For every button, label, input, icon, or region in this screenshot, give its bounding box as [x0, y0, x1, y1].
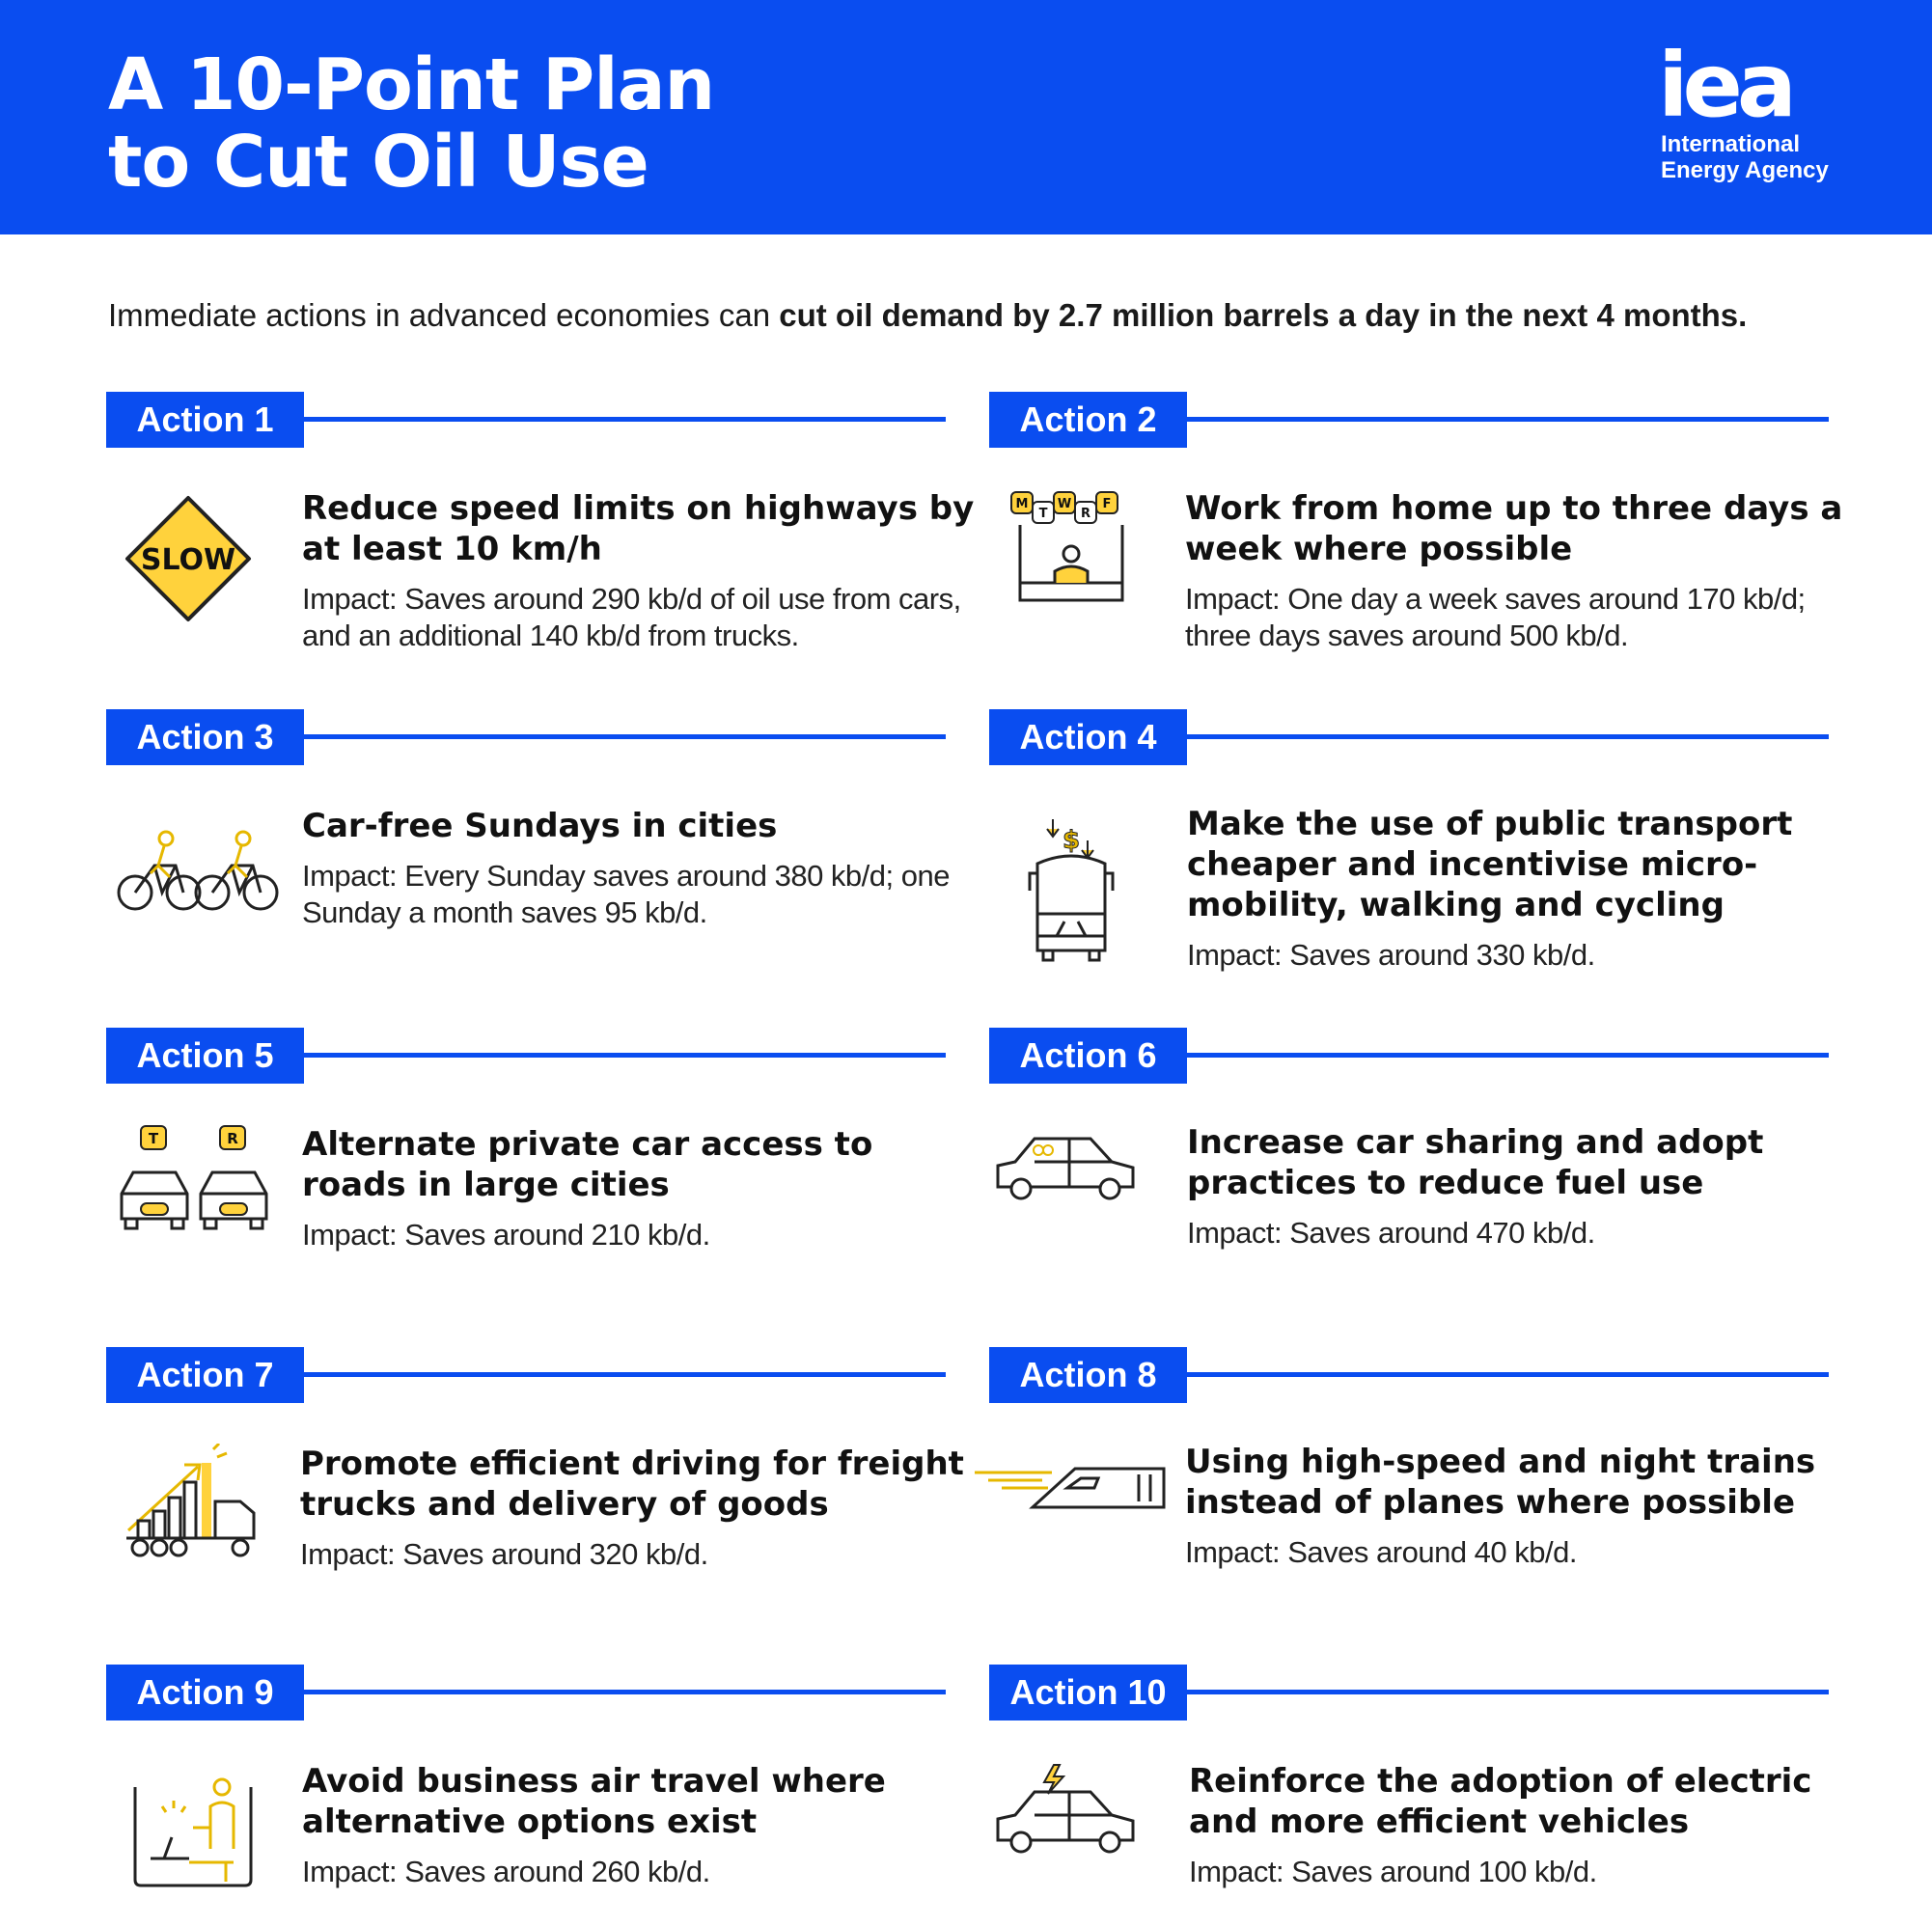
action-divider — [1187, 417, 1829, 422]
slow-sign-icon — [116, 486, 261, 631]
action-label: Action 10 — [989, 1665, 1187, 1721]
action-header — [989, 1028, 1829, 1084]
plate-letter-t: T — [148, 1130, 159, 1147]
action-headline: Promote efficient driving for freight trucks and delivery of goods — [300, 1445, 964, 1524]
action-headline: Avoid business air travel where alternative options exist — [302, 1762, 886, 1841]
action-headline: Car-free Sundays in cities — [302, 807, 778, 845]
action-impact: Impact: Saves around 290 kb/d of oil use from cars, and an additional 140 kb/d from trucks. — [302, 582, 961, 652]
action-label: Action 9 — [106, 1665, 304, 1721]
action-impact: Impact: Every Sunday saves around 380 kb/d; one Sunday a month saves 95 kb/d. — [302, 859, 950, 929]
day-letter-r: R — [1080, 507, 1091, 521]
action-impact: Impact: Saves around 40 kb/d. — [1185, 1535, 1577, 1569]
intro-lead: Immediate actions in advanced economies can — [108, 297, 780, 333]
action-label: Action 8 — [989, 1347, 1187, 1403]
action-label: Action 1 — [106, 392, 304, 448]
action-label: Action 4 — [989, 709, 1187, 765]
action-text — [1187, 804, 1863, 974]
action-card-9 — [106, 1665, 975, 1927]
slow-sign-text: SLOW — [140, 543, 236, 577]
action-header — [106, 1665, 946, 1721]
action-divider — [304, 734, 946, 739]
header-banner — [0, 0, 1932, 234]
action-text — [302, 1124, 978, 1253]
efficient-truck-icon — [121, 1444, 265, 1588]
alternating-cars-icon — [116, 1124, 261, 1269]
action-label: Action 6 — [989, 1028, 1187, 1084]
action-label: Action 7 — [106, 1347, 304, 1403]
action-divider — [304, 1372, 946, 1377]
action-impact: Impact: Saves around 100 kb/d. — [1189, 1855, 1597, 1888]
title-line-2: to Cut Oil Use — [108, 121, 649, 204]
action-header — [106, 1028, 946, 1084]
action-text — [1189, 1761, 1864, 1890]
action-headline: Using high-speed and night trains instead of planes where possible — [1185, 1443, 1816, 1522]
action-impact: Impact: Saves around 320 kb/d. — [300, 1537, 708, 1571]
work-from-home-icon — [999, 486, 1144, 631]
action-impact: Impact: Saves around 470 kb/d. — [1187, 1216, 1595, 1250]
action-label: Action 3 — [106, 709, 304, 765]
electric-car-icon — [992, 1763, 1137, 1908]
logo-line-1: International — [1661, 131, 1801, 157]
page-title — [108, 43, 715, 204]
action-header — [106, 1347, 946, 1403]
svg-text:$: $ — [1062, 826, 1081, 855]
action-card-10 — [989, 1665, 1858, 1927]
action-text — [1185, 488, 1861, 654]
action-card-2 — [989, 392, 1858, 681]
logo-line-2: Energy Agency — [1661, 157, 1829, 183]
action-card-3 — [106, 709, 975, 999]
bus-icon — [999, 806, 1144, 950]
action-divider — [1187, 1372, 1829, 1377]
action-card-4 — [989, 709, 1858, 999]
action-headline: Make the use of public transport cheaper and incentivise micro-mobility, walking and cycling — [1187, 805, 1793, 924]
action-header — [989, 1347, 1829, 1403]
remote-meeting-icon — [125, 1766, 270, 1911]
action-divider — [1187, 1053, 1829, 1058]
intro-text — [108, 297, 1747, 334]
action-headline: Work from home up to three days a week where possible — [1185, 489, 1843, 568]
plate-letter-r: R — [227, 1130, 238, 1147]
action-headline: Reinforce the adoption of electric and more efficient vehicles — [1189, 1762, 1812, 1841]
action-card-8 — [989, 1347, 1858, 1637]
action-card-6 — [989, 1028, 1858, 1317]
action-impact: Impact: Saves around 260 kb/d. — [302, 1855, 710, 1888]
action-text — [302, 1761, 978, 1890]
bicycles-icon — [116, 796, 261, 941]
action-divider — [304, 417, 946, 422]
action-headline: Alternate private car access to roads in large cities — [302, 1125, 873, 1204]
action-header — [989, 709, 1829, 765]
action-headline: Reduce speed limits on highways by at least 10 km/h — [302, 489, 975, 568]
intro-emphasis: cut oil demand by 2.7 million barrels a day in the next 4 months. — [779, 297, 1748, 333]
action-header — [989, 392, 1829, 448]
logo-name — [1661, 131, 1829, 183]
action-impact: Impact: Saves around 210 kb/d. — [302, 1218, 710, 1252]
action-label: Action 2 — [989, 392, 1187, 448]
action-impact: Impact: Saves around 330 kb/d. — [1187, 938, 1595, 972]
action-card-5 — [106, 1028, 975, 1317]
action-text — [302, 488, 978, 654]
action-card-7 — [106, 1347, 975, 1637]
action-text — [1187, 1122, 1863, 1252]
action-label: Action 5 — [106, 1028, 304, 1084]
day-letter-m: M — [1015, 497, 1029, 511]
day-letter-f: F — [1102, 497, 1112, 511]
action-impact: Impact: One day a week saves around 170 kb/d; three days saves around 500 kb/d. — [1185, 582, 1806, 652]
iea-logo-mark — [1658, 46, 1826, 124]
action-header — [989, 1665, 1829, 1721]
high-speed-train-icon — [975, 1451, 1119, 1596]
action-headline: Increase car sharing and adopt practices to reduce fuel use — [1187, 1123, 1764, 1202]
action-text — [302, 806, 978, 931]
action-text — [1185, 1442, 1861, 1571]
action-divider — [1187, 734, 1829, 739]
action-header — [106, 392, 946, 448]
action-header — [106, 709, 946, 765]
car-sharing-icon — [992, 1129, 1137, 1274]
day-letter-w: W — [1057, 497, 1072, 511]
day-letter-t: T — [1038, 507, 1048, 521]
action-divider — [1187, 1690, 1829, 1694]
action-divider — [304, 1690, 946, 1694]
logo-mark-text: iea — [1658, 46, 1792, 124]
action-card-1 — [106, 392, 975, 681]
action-divider — [304, 1053, 946, 1058]
action-text — [300, 1444, 976, 1573]
title-line-1: A 10-Point Plan — [108, 43, 715, 126]
